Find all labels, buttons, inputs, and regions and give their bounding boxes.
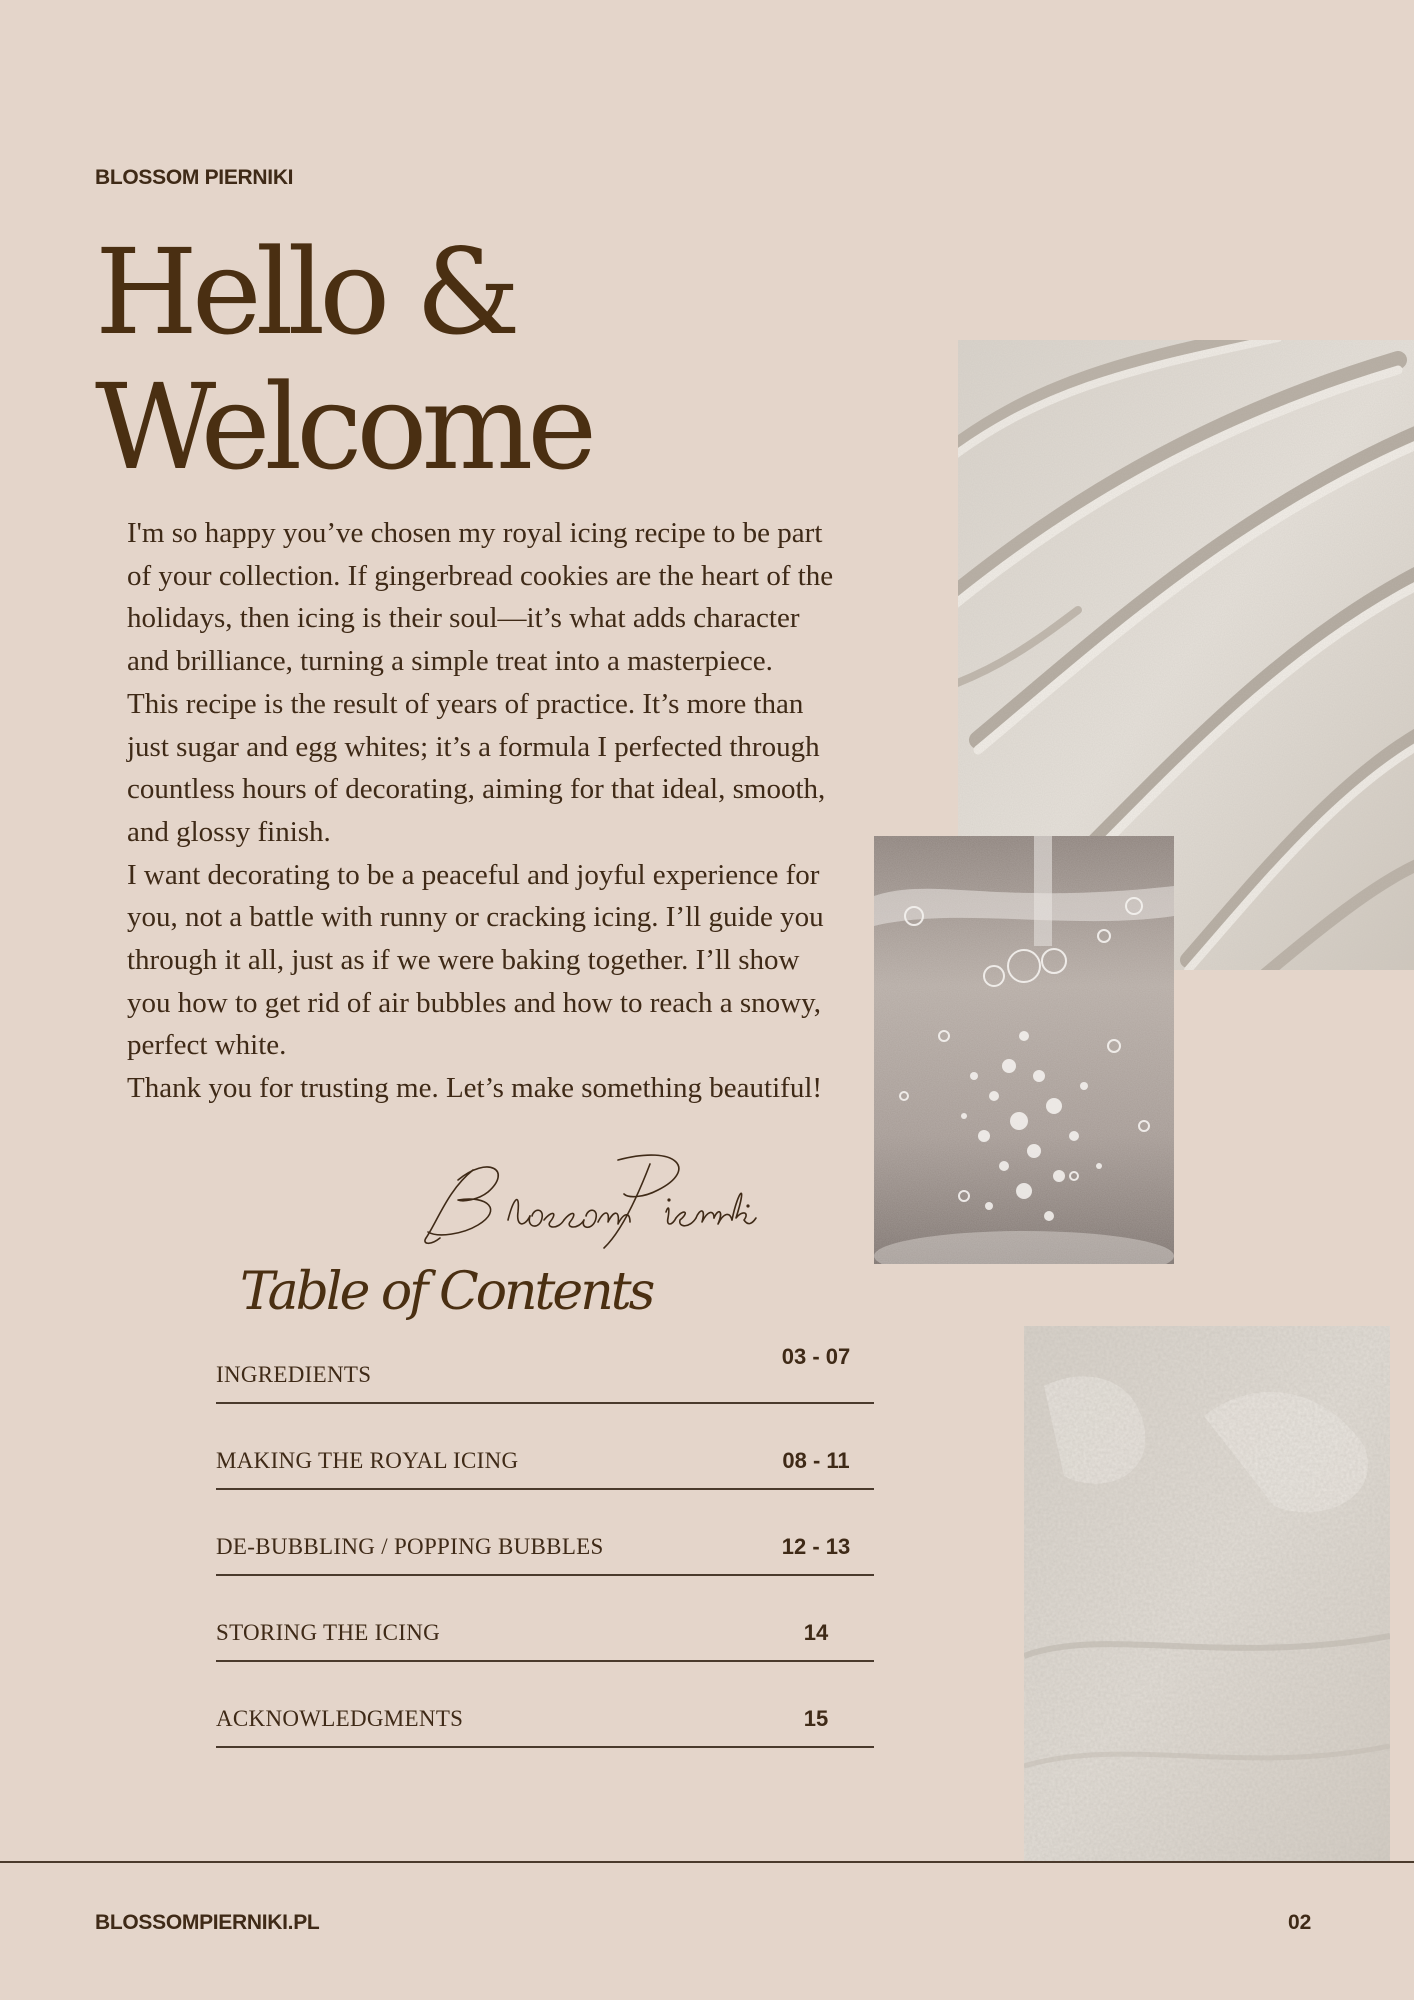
toc-item-de-bubbling[interactable] bbox=[216, 1490, 874, 1576]
toc-item-pages: 15 bbox=[803, 1706, 829, 1731]
intro-paragraph: Thank you for trusting me. Let’s make something beautiful! bbox=[127, 1072, 823, 1105]
toc-item-label: INGREDIENTS bbox=[216, 1362, 372, 1387]
toc-item-making-royal-icing[interactable] bbox=[216, 1404, 874, 1490]
table-of-contents bbox=[216, 1318, 874, 1748]
toc-item-label: STORING THE ICING bbox=[216, 1620, 441, 1645]
title-line-1: Hello & bbox=[95, 223, 515, 361]
water-bubbles-photo bbox=[874, 836, 1174, 1264]
intro-paragraph: I'm so happy you’ve chosen my royal icing recipe to be part of your collection. If gingerbread cookies are the heart of the holidays, then icing is their soul—it’s what adds character and brilliance, turning a simple treat into a masterpiece. bbox=[127, 517, 834, 678]
toc-item-acknowledgments[interactable] bbox=[216, 1662, 874, 1748]
toc-item-label: DE-BUBBLING / POPPING BUBBLES bbox=[216, 1534, 604, 1559]
intro-text bbox=[127, 512, 837, 1110]
powder-texture-photo bbox=[1024, 1326, 1390, 1861]
page-number: 02 bbox=[1288, 1911, 1312, 1934]
toc-title: Table of Contents bbox=[240, 1262, 653, 1322]
brand-name: BLOSSOM PIERNIKI bbox=[95, 166, 294, 189]
toc-item-pages: 12 - 13 bbox=[781, 1534, 851, 1559]
toc-item-pages: 03 - 07 bbox=[781, 1344, 851, 1369]
toc-item-ingredients[interactable] bbox=[216, 1318, 874, 1404]
page-title bbox=[95, 225, 591, 495]
intro-paragraph: This recipe is the result of years of practice. It’s more than just sugar and egg whites; it’s a formula I perfected through countless hours of decorating, aiming for that ideal, smooth, and glossy finish. bbox=[127, 687, 826, 848]
footer-divider bbox=[0, 1861, 1414, 1863]
toc-item-label: ACKNOWLEDGMENTS bbox=[216, 1706, 464, 1731]
toc-item-storing-icing[interactable] bbox=[216, 1576, 874, 1662]
footer-website[interactable]: BLOSSOMPIERNIKI.PL bbox=[95, 1911, 320, 1934]
title-line-2: Welcome bbox=[95, 358, 592, 496]
toc-item-label: MAKING THE ROYAL ICING bbox=[216, 1448, 519, 1473]
signature bbox=[418, 1150, 758, 1250]
toc-item-pages: 14 bbox=[803, 1620, 829, 1645]
toc-item-pages: 08 - 11 bbox=[782, 1448, 850, 1473]
intro-paragraph: I want decorating to be a peaceful and joyful experience for you, not a battle with runny or cracking icing. I’ll guide you through it all, just as if we were baking together. I’ll show you how to get rid of air bubbles and how to reach a snowy, perfect white. bbox=[127, 858, 824, 1062]
